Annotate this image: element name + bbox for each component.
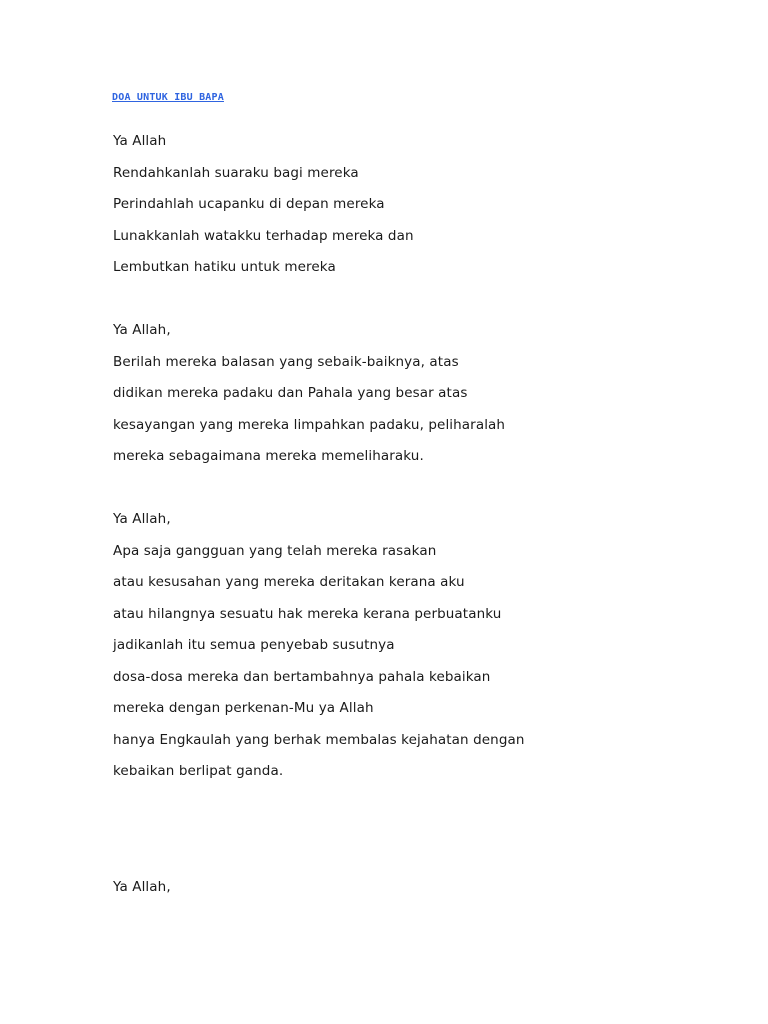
- prayer-line: Ya Allah: [113, 133, 167, 149]
- prayer-line: atau kesusahan yang mereka deritakan kerana aku: [113, 574, 465, 590]
- prayer-line: Berilah mereka balasan yang sebaik-baiknya, atas: [113, 353, 459, 370]
- prayer-line: Lunakkanlah watakku terhadap mereka dan: [113, 227, 414, 244]
- prayer-line: mereka sebagaimana mereka memeliharaku.: [113, 448, 424, 464]
- prayer-line: Lembutkan hatiku untuk mereka: [113, 259, 336, 275]
- prayer-line: Apa saja gangguan yang telah mereka rasakan: [113, 542, 437, 559]
- prayer-line: Ya Allah,: [113, 879, 171, 895]
- prayer-line: atau hilangnya sesuatu hak mereka kerana perbuatanku: [113, 605, 502, 622]
- prayer-line: dosa-dosa mereka dan bertambahnya pahala kebaikan: [113, 668, 491, 685]
- prayer-line: hanya Engkaulah yang berhak membalas kejahatan dengan: [113, 731, 525, 748]
- stanza: [113, 509, 525, 793]
- stanza: [113, 877, 171, 909]
- prayer-line: kebaikan berlipat ganda.: [113, 763, 284, 779]
- prayer-line: didikan mereka padaku dan Pahala yang besar atas: [113, 385, 468, 401]
- title-link[interactable]: DOA UNTUK IBU BAPA: [112, 92, 224, 103]
- prayer-line: Rendahkanlah suaraku bagi mereka: [113, 164, 359, 181]
- prayer-line: jadikanlah itu semua penyebab susutnya: [113, 637, 395, 653]
- stanza: [113, 320, 505, 478]
- stanza: [113, 131, 414, 289]
- prayer-line: Ya Allah,: [113, 322, 171, 338]
- prayer-line: mereka dengan perkenan-Mu ya Allah: [113, 700, 374, 716]
- prayer-line: Perindahlah ucapanku di depan mereka: [113, 196, 385, 212]
- prayer-line: Ya Allah,: [113, 511, 171, 527]
- prayer-line: kesayangan yang mereka limpahkan padaku, peliharalah: [113, 416, 506, 433]
